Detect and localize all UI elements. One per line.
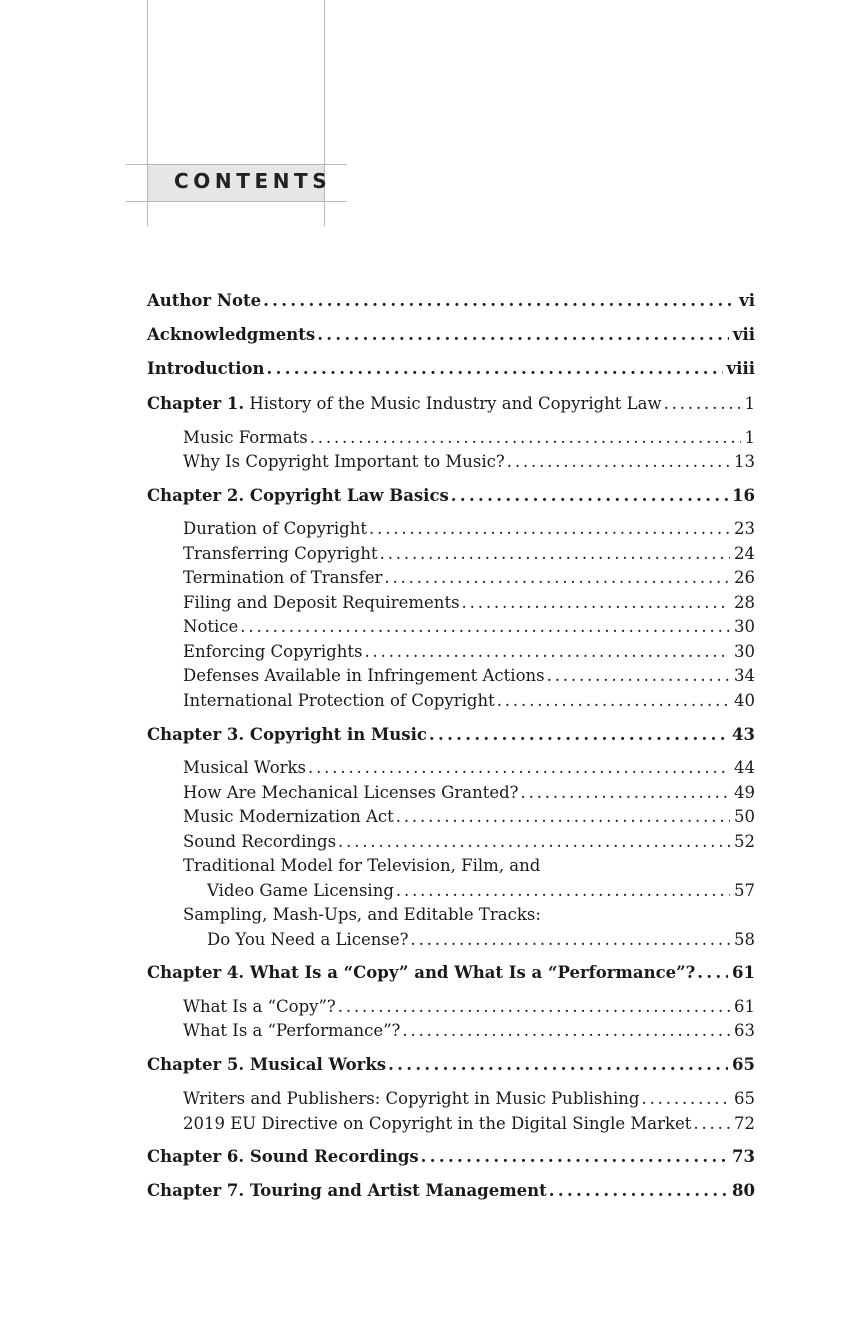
toc-page: 72 — [734, 1114, 755, 1133]
toc-page: 50 — [734, 807, 755, 826]
toc-label — [147, 392, 662, 416]
toc-label: Chapter 2. Copyright Law Basics — [147, 486, 449, 505]
toc-label: Sampling, Mash-Ups, and Editable Tracks: — [183, 905, 541, 924]
toc-leader-dots — [338, 995, 730, 1019]
toc-leader-dots — [697, 961, 728, 985]
toc-entry-chapter-5[interactable] — [147, 1053, 755, 1077]
toc-label: How Are Mechanical Licenses Granted? — [183, 783, 519, 802]
toc-leader-dots — [451, 484, 728, 508]
toc-entry-termination[interactable] — [183, 566, 755, 590]
toc-leader-dots — [369, 517, 730, 541]
toc-page: 16 — [732, 486, 755, 505]
toc-entry-chapter-3[interactable] — [147, 723, 755, 747]
toc-page: 40 — [734, 691, 755, 710]
toc-entry-chapter-4[interactable] — [147, 961, 755, 985]
toc-leader-dots — [317, 323, 729, 347]
toc-entry-notice[interactable] — [183, 615, 755, 639]
toc-entry-writers-publishers[interactable] — [183, 1087, 755, 1111]
toc-page: vi — [739, 291, 755, 310]
toc-label: International Protection of Copyright — [183, 691, 495, 710]
toc-page: 80 — [732, 1181, 755, 1200]
toc-leader-dots — [521, 781, 730, 805]
toc-entry-sound-recordings[interactable] — [183, 830, 755, 854]
toc-leader-dots — [429, 723, 728, 747]
toc-leader-dots — [547, 664, 730, 688]
toc-page: 34 — [734, 666, 755, 685]
toc-label: Video Game Licensing — [207, 881, 394, 900]
toc-label: Author Note — [147, 291, 262, 310]
toc-leader-dots — [263, 289, 735, 313]
toc-page: 13 — [734, 452, 755, 471]
toc-page: 44 — [734, 758, 755, 777]
toc-leader-dots — [308, 756, 730, 780]
toc-label: What Is a “Performance”? — [183, 1021, 401, 1040]
header-rule-top — [126, 164, 347, 165]
toc-page: 49 — [734, 783, 755, 802]
toc-entry-traditional-model-line1[interactable] — [183, 854, 755, 878]
toc-leader-dots — [402, 1019, 730, 1043]
toc-entry-enforcing[interactable] — [183, 640, 755, 664]
toc-entry-introduction[interactable] — [147, 357, 755, 381]
toc-entry-musical-works[interactable] — [183, 756, 755, 780]
toc-page: 28 — [734, 593, 755, 612]
toc-entry-what-is-copy[interactable] — [183, 995, 755, 1019]
toc-label: Chapter 6. Sound Recordings — [147, 1147, 419, 1166]
toc-entry-chapter-7[interactable] — [147, 1179, 755, 1203]
chapter-prefix: Chapter 1. — [147, 394, 245, 413]
toc-label: Transferring Copyright — [183, 544, 378, 563]
toc-page: 24 — [734, 544, 755, 563]
toc-leader-dots — [396, 805, 730, 829]
toc-label: Musical Works — [183, 758, 306, 777]
toc-label: Filing and Deposit Requirements — [183, 593, 460, 612]
toc-entry-music-formats[interactable] — [183, 426, 755, 450]
toc-label: Introduction — [147, 359, 265, 378]
toc-entry-eu-directive[interactable] — [183, 1112, 755, 1136]
toc-entry-acknowledgments[interactable] — [147, 323, 755, 347]
toc-page: 65 — [732, 1055, 755, 1074]
toc-label: What Is a “Copy”? — [183, 997, 336, 1016]
toc-page: 30 — [734, 642, 755, 661]
toc-page: 1 — [744, 428, 755, 447]
toc-label: Duration of Copyright — [183, 519, 368, 538]
toc-entry-why-copyright[interactable] — [183, 450, 755, 474]
toc-entry-international[interactable] — [183, 689, 755, 713]
toc-label: Notice — [183, 617, 239, 636]
toc-page: 58 — [734, 930, 755, 949]
toc-entry-filing[interactable] — [183, 591, 755, 615]
toc-label: Writers and Publishers: Copyright in Music Publishing — [183, 1089, 640, 1108]
toc-page: 52 — [734, 832, 755, 851]
toc-page: 26 — [734, 568, 755, 587]
contents-title: CONTENTS — [174, 169, 332, 193]
toc-leader-dots — [549, 1179, 728, 1203]
toc-leader-dots — [497, 689, 730, 713]
toc-page: 63 — [734, 1021, 755, 1040]
toc-label: Traditional Model for Television, Film, and — [183, 856, 541, 875]
toc-entry-chapter-6[interactable] — [147, 1145, 755, 1169]
toc-label: Termination of Transfer — [183, 568, 383, 587]
header-rule-bottom — [126, 201, 347, 202]
toc-page: 57 — [734, 881, 755, 900]
toc-label: Chapter 4. What Is a “Copy” and What Is a “Performance”? — [147, 963, 696, 982]
toc-label: Why Is Copyright Important to Music? — [183, 452, 505, 471]
toc-leader-dots — [642, 1087, 731, 1111]
toc-page: 1 — [744, 394, 755, 413]
toc-label: Acknowledgments — [147, 325, 316, 344]
toc-page: vii — [732, 325, 755, 344]
toc-label: Enforcing Copyrights — [183, 642, 363, 661]
toc-page: 61 — [734, 997, 755, 1016]
toc-page: 61 — [732, 963, 755, 982]
toc-entry-traditional-model-line2[interactable] — [207, 879, 755, 903]
toc-label: Do You Need a License? — [207, 930, 409, 949]
toc-entry-chapter-1[interactable] — [147, 392, 755, 416]
toc-leader-dots — [693, 1112, 730, 1136]
toc-label: Defenses Available in Infringement Actions — [183, 666, 545, 685]
toc-entry-chapter-2[interactable] — [147, 484, 755, 508]
toc-leader-dots — [364, 640, 730, 664]
toc-leader-dots — [310, 426, 741, 450]
toc-leader-dots — [338, 830, 730, 854]
toc-leader-dots — [380, 542, 730, 566]
toc-label: 2019 EU Directive on Copyright in the Digital Single Market — [183, 1114, 692, 1133]
toc-entry-mechanical[interactable] — [183, 781, 755, 805]
toc-entry-sampling-line1[interactable] — [183, 903, 755, 927]
toc-leader-dots — [462, 591, 730, 615]
toc-entry-defenses[interactable] — [183, 664, 755, 688]
toc-leader-dots — [384, 566, 730, 590]
toc-page: viii — [726, 359, 755, 378]
toc-label: Sound Recordings — [183, 832, 337, 851]
toc-entry-what-is-performance[interactable] — [183, 1019, 755, 1043]
toc-page: 65 — [734, 1089, 755, 1108]
toc-entry-duration[interactable] — [183, 517, 755, 541]
toc-leader-dots — [421, 1145, 728, 1169]
toc-leader-dots — [396, 879, 730, 903]
toc-entry-sampling-line2[interactable] — [207, 928, 755, 952]
toc-leader-dots — [388, 1053, 728, 1077]
toc-entry-author-note[interactable] — [147, 289, 755, 313]
toc-leader-dots — [267, 357, 723, 381]
toc-leader-dots — [410, 928, 730, 952]
toc-label: Chapter 3. Copyright in Music — [147, 725, 427, 744]
toc-page: 43 — [732, 725, 755, 744]
toc-entry-mma[interactable] — [183, 805, 755, 829]
toc-label: Chapter 5. Musical Works — [147, 1055, 387, 1074]
toc-label: Music Modernization Act — [183, 807, 394, 826]
toc-leader-dots — [240, 615, 730, 639]
toc-entry-transferring[interactable] — [183, 542, 755, 566]
toc-label: Chapter 7. Touring and Artist Management — [147, 1181, 547, 1200]
toc-leader-dots — [507, 450, 730, 474]
toc-label: Music Formats — [183, 428, 308, 447]
chapter-title: History of the Music Industry and Copyright Law — [249, 394, 662, 413]
toc-page: 73 — [732, 1147, 755, 1166]
toc-page: 30 — [734, 617, 755, 636]
toc-leader-dots — [664, 392, 741, 416]
toc-page: 23 — [734, 519, 755, 538]
